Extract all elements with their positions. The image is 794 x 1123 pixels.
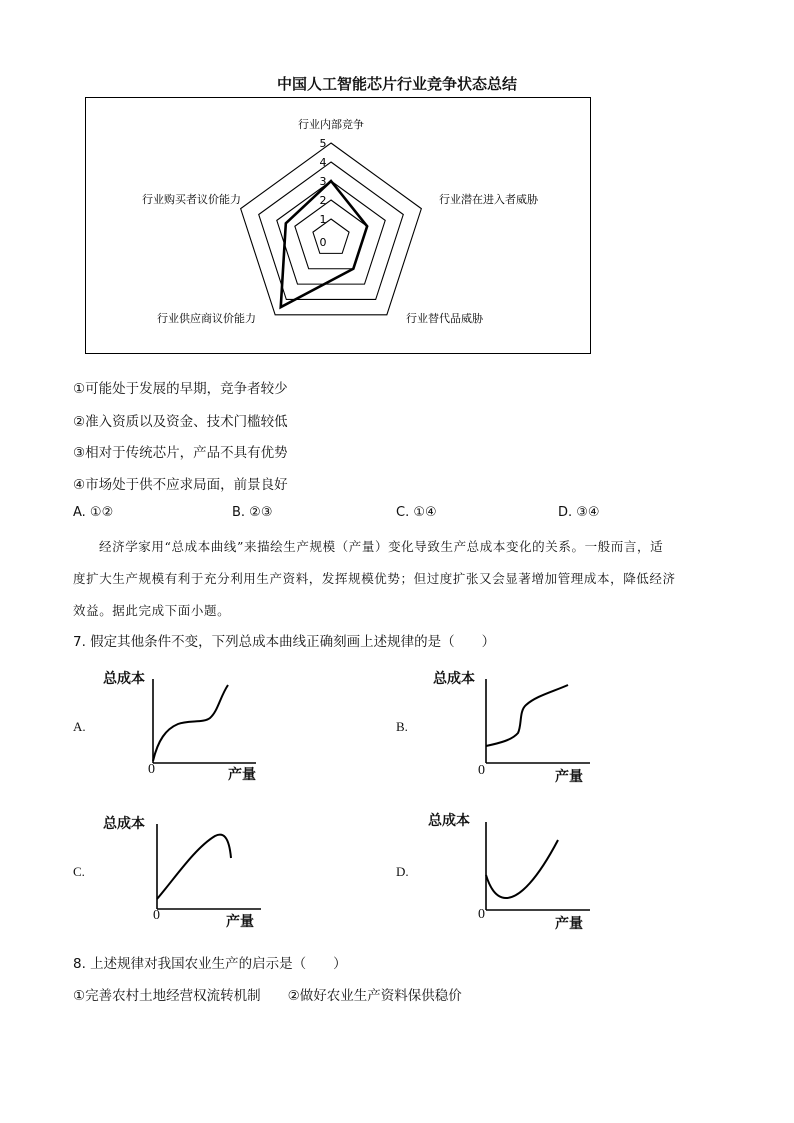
graph-c-xlabel: 产量	[226, 914, 254, 930]
radar-grid-ring-1	[313, 219, 349, 253]
radar-axis-label-4: 行业供应商议价能力	[157, 312, 256, 325]
q6-option-b: B. ②③	[232, 505, 273, 520]
graph-c-plot	[145, 820, 265, 915]
radar-grid-ring-5	[241, 143, 422, 315]
passage	[73, 531, 723, 627]
graph-d-ylabel: 总成本	[428, 813, 470, 829]
q6-option-c: C. ①④	[396, 505, 437, 520]
radar-point-4	[280, 306, 282, 308]
graph-c-ylabel: 总成本	[103, 816, 145, 832]
graph-a-ylabel: 总成本	[103, 671, 145, 687]
radar-tick-label: 3	[319, 175, 327, 188]
graph-c-origin: 0	[153, 908, 160, 923]
radar-tick-label: 0	[319, 236, 327, 249]
passage-line-1: 经济学家用“总成本曲线”来描绘生产规模（产量）变化导致生产总成本变化的关系。一般而言，适	[99, 539, 664, 554]
graph-b-xlabel: 产量	[555, 769, 583, 785]
q8-stem: 8. 上述规律对我国农业生产的启示是（ ）	[73, 956, 347, 972]
graph-b-curve	[486, 685, 568, 746]
chart-title: 中国人工智能芯片行业竞争状态总结	[276, 75, 517, 93]
radar-point-5	[285, 222, 287, 224]
graph-d-letter: D.	[396, 864, 409, 879]
q8-options-line-1: ①完善农村土地经营权流转机制 ②做好农业生产资料保供稳价	[73, 988, 462, 1004]
statement-2: ②准入资质以及资金、技术门槛较低	[73, 414, 288, 430]
graph-d-xlabel: 产量	[555, 916, 583, 932]
graph-a-plot	[140, 675, 260, 770]
graph-a-origin: 0	[148, 762, 155, 777]
radar-tick-label: 2	[319, 194, 327, 207]
statement-1: ①可能处于发展的早期，竞争者较少	[73, 381, 288, 397]
radar-tick-label: 1	[319, 213, 327, 226]
statement-4: ④市场处于供不应求局面，前景良好	[73, 477, 288, 493]
q6-option-d: D. ③④	[558, 505, 600, 520]
graph-a-xlabel: 产量	[228, 767, 256, 783]
graph-d-origin: 0	[478, 907, 485, 922]
radar-tick-label: 5	[319, 137, 327, 150]
radar-tick-label: 4	[319, 156, 327, 169]
graph-b-origin: 0	[478, 763, 485, 778]
passage-line-2: 度扩大生产规模有利于充分利用生产资料，发挥规模优势；但过度扩张又会显著增加管理成本，降低经济	[73, 571, 676, 586]
radar-point-3	[352, 268, 354, 270]
graph-b-ylabel: 总成本	[433, 671, 475, 687]
passage-line-3: 效益。据此完成下面小题。	[73, 603, 231, 618]
graph-d-curve	[486, 840, 558, 898]
graph-b-plot	[472, 675, 592, 770]
graph-d-plot	[472, 818, 592, 918]
graph-b-letter: B.	[396, 719, 408, 734]
radar-axis-label-2: 行业潜在进入者威胁	[439, 193, 538, 206]
radar-chart-frame	[85, 97, 591, 354]
q6-option-a: A. ①②	[73, 505, 114, 520]
radar-axis-label-3: 行业替代品威胁	[406, 312, 483, 325]
statement-3: ③相对于传统芯片，产品不具有优势	[73, 445, 288, 461]
radar-axis-label-1: 行业内部竞争	[298, 118, 364, 131]
graph-c-letter: C.	[73, 864, 85, 879]
graph-c-curve	[157, 835, 231, 899]
radar-chart	[86, 98, 592, 355]
radar-point-1	[330, 180, 332, 182]
graph-a-curve	[153, 685, 228, 761]
graph-a-letter: A.	[73, 719, 86, 734]
q7-stem: 7. 假定其他条件不变，下列总成本曲线正确刻画上述规律的是（ ）	[73, 634, 496, 650]
radar-axis-label-5: 行业购买者议价能力	[142, 193, 241, 206]
radar-point-2	[366, 225, 368, 227]
